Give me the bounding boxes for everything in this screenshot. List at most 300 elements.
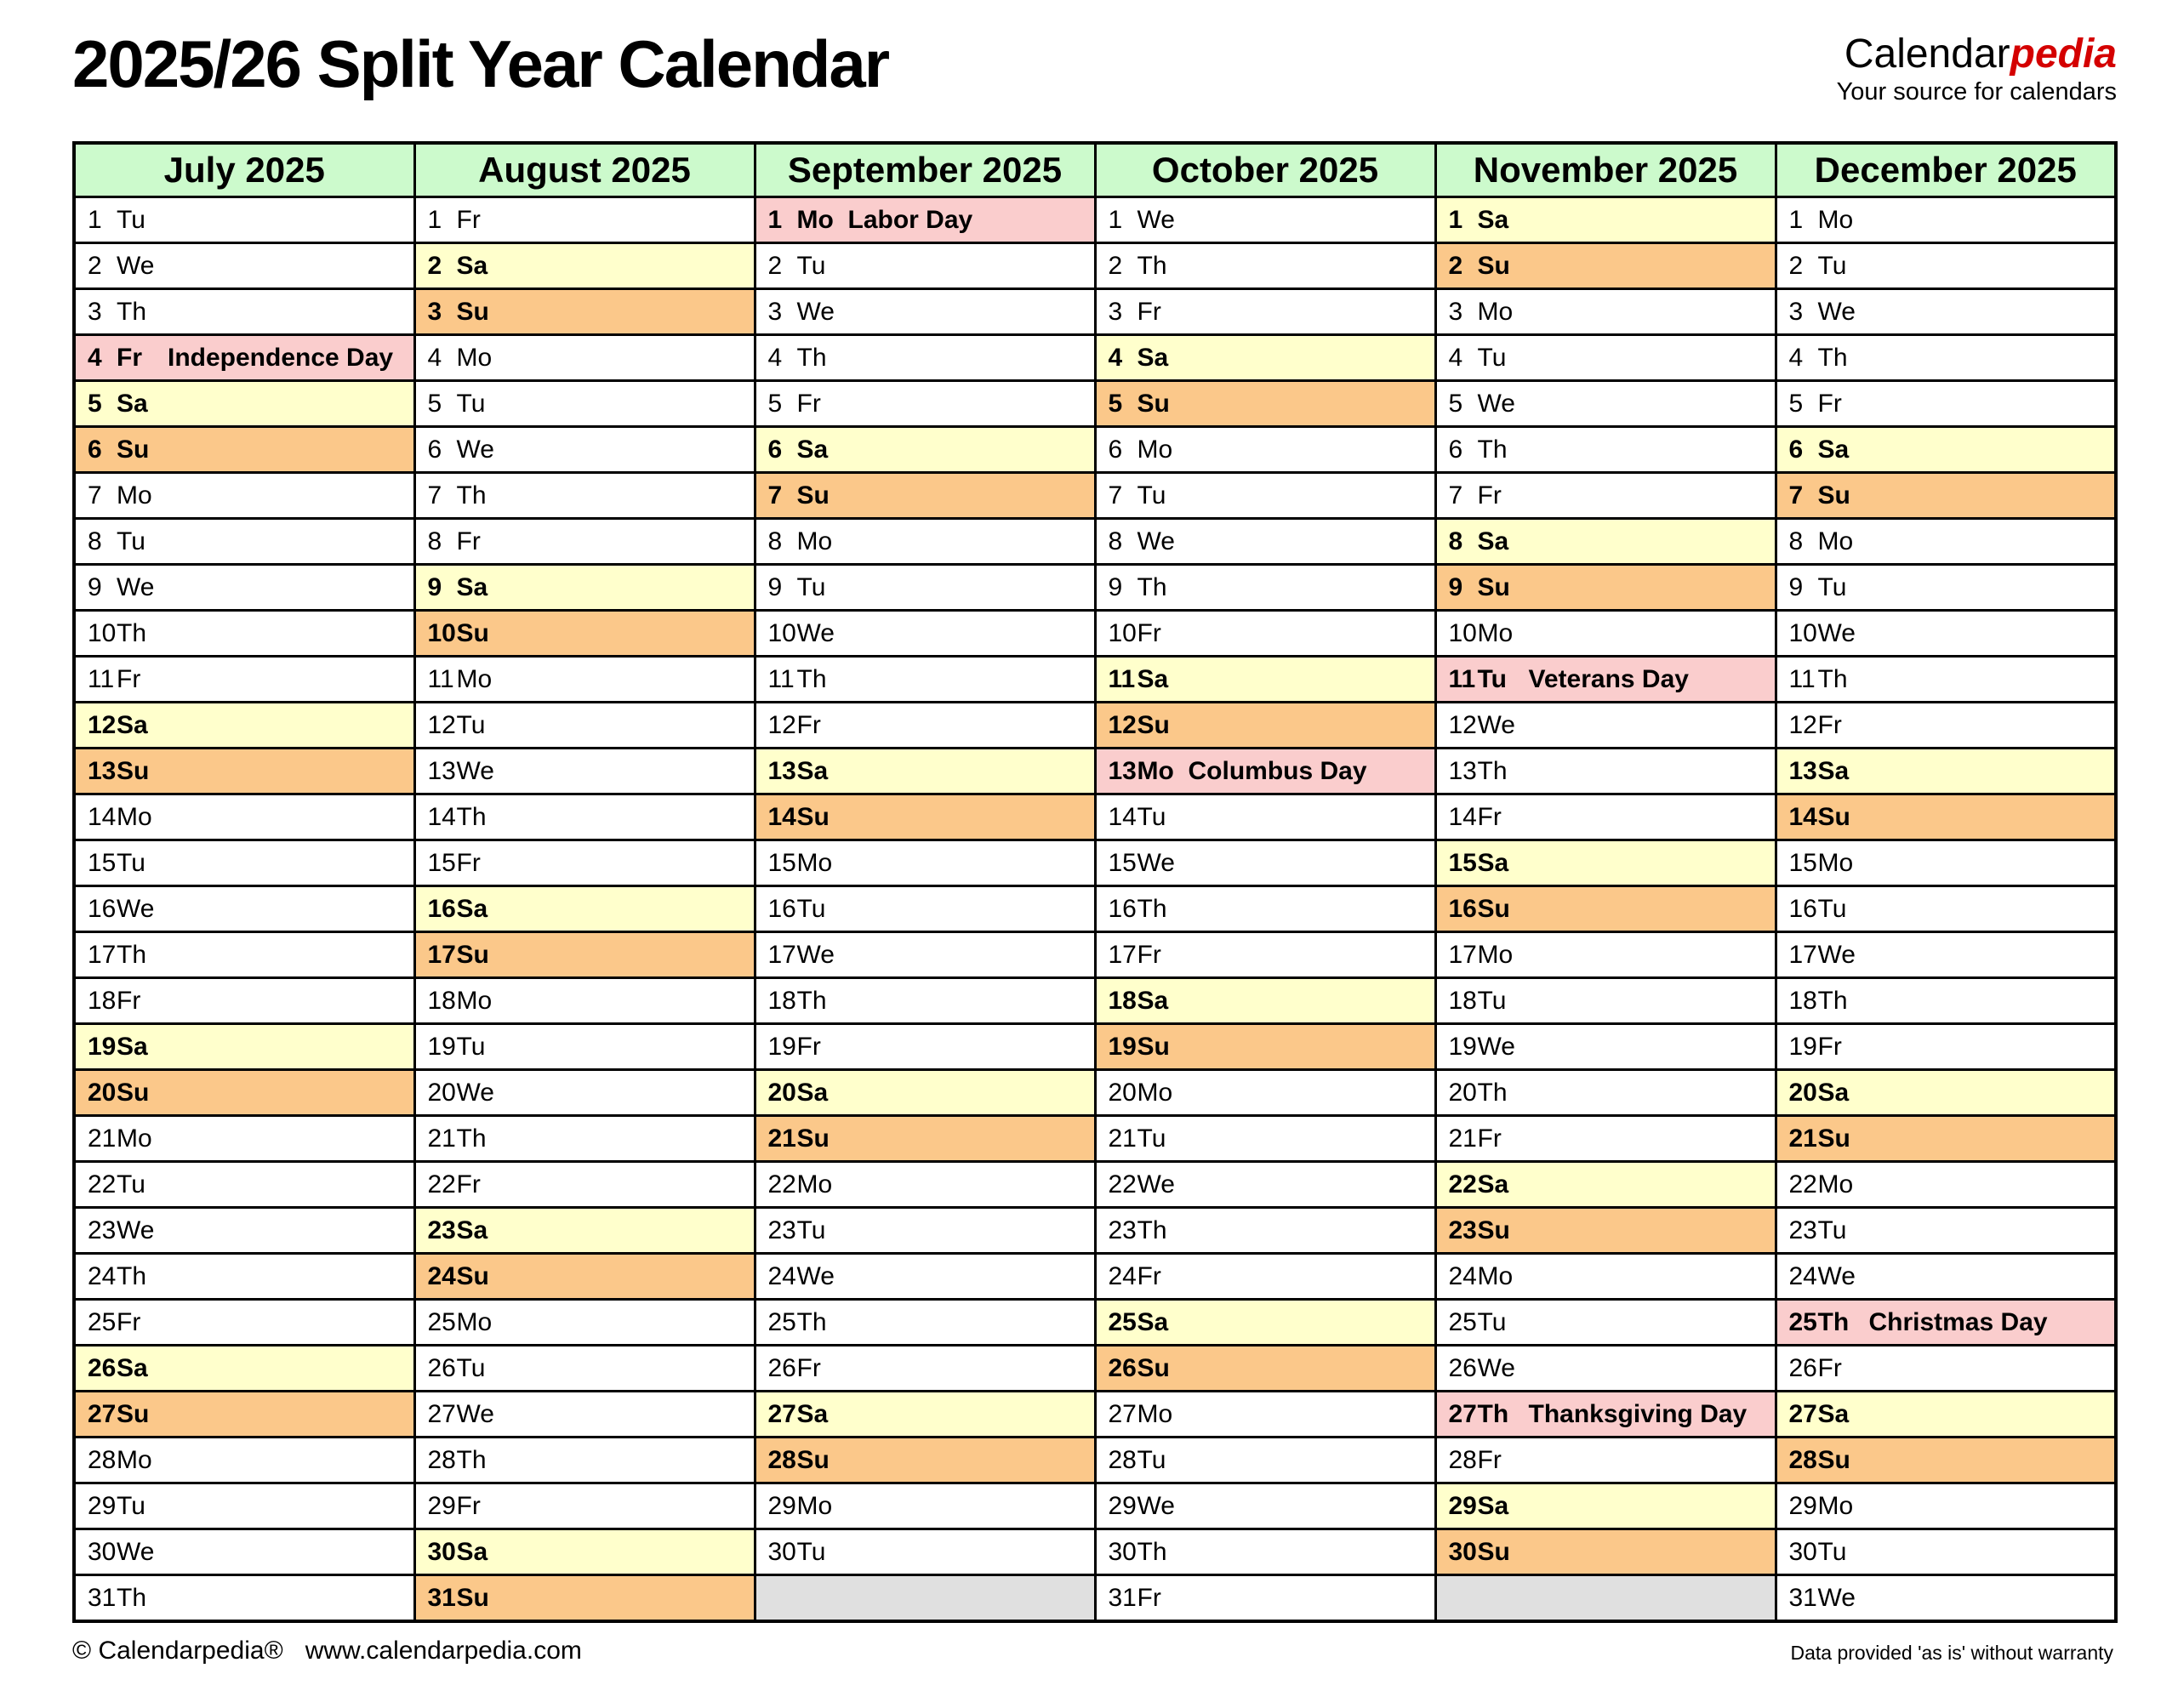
day-cell xyxy=(414,794,755,840)
weekday-label: We xyxy=(1137,205,1175,234)
day-number: 27 xyxy=(767,1399,796,1428)
weekday-label: Fr xyxy=(456,1170,481,1198)
day-cell xyxy=(1435,611,1776,657)
day-cell xyxy=(1776,381,2116,427)
weekday-label: Fr xyxy=(117,343,142,372)
day-number: 8 xyxy=(1448,527,1463,555)
day-cell xyxy=(1435,1116,1776,1162)
day-cell xyxy=(1095,611,1435,657)
weekday-label: Sa xyxy=(456,894,488,923)
weekday-label: Mo xyxy=(117,481,152,510)
day-cell xyxy=(755,1438,1095,1483)
weekday-label: Mo xyxy=(1817,1170,1854,1198)
day-cell xyxy=(414,1575,755,1622)
day-number: 15 xyxy=(1788,848,1817,877)
weekday-label: Tu xyxy=(117,848,145,877)
weekday-label: Mo xyxy=(1817,1491,1854,1520)
calendar-row xyxy=(74,1254,2116,1300)
weekday-label: Su xyxy=(456,1261,489,1290)
weekday-label: Su xyxy=(117,1399,150,1428)
holiday-label: Labor Day xyxy=(847,205,973,234)
day-cell xyxy=(755,565,1095,611)
weekday-label: Sa xyxy=(1477,848,1509,877)
weekday-label: Th xyxy=(1137,1216,1167,1244)
calendar-row xyxy=(74,886,2116,932)
weekday-label: We xyxy=(456,1078,494,1107)
day-number: 19 xyxy=(88,1032,117,1061)
calendar-row xyxy=(74,794,2116,840)
day-cell xyxy=(74,611,414,657)
day-cell xyxy=(74,1483,414,1529)
day-number: 25 xyxy=(88,1307,117,1336)
weekday-label: Su xyxy=(1477,572,1510,601)
weekday-label: Mo xyxy=(456,1307,493,1336)
weekday-label: Su xyxy=(1137,389,1170,418)
weekday-label: Fr xyxy=(796,1032,821,1061)
weekday-label: Th xyxy=(1477,756,1508,785)
day-cell xyxy=(1776,427,2116,473)
day-cell xyxy=(414,611,755,657)
day-number: 21 xyxy=(1788,1124,1817,1153)
day-cell xyxy=(414,1162,755,1208)
weekday-label: Su xyxy=(1477,894,1510,923)
day-number: 26 xyxy=(767,1353,796,1382)
month-header: December 2025 xyxy=(1776,143,2116,197)
day-number: 8 xyxy=(88,527,102,555)
day-cell xyxy=(1095,1162,1435,1208)
day-number: 31 xyxy=(1788,1583,1817,1612)
day-number: 23 xyxy=(427,1216,456,1244)
day-cell xyxy=(74,1438,414,1483)
day-cell xyxy=(1776,1254,2116,1300)
day-cell xyxy=(1776,1208,2116,1254)
day-cell xyxy=(1435,1438,1776,1483)
day-cell xyxy=(1435,1483,1776,1529)
day-number: 12 xyxy=(767,710,796,739)
day-number: 22 xyxy=(1108,1170,1137,1198)
weekday-label: Su xyxy=(1477,1537,1510,1566)
day-cell xyxy=(1095,840,1435,886)
weekday-label: Sa xyxy=(1137,1307,1169,1336)
day-cell xyxy=(414,243,755,289)
weekday-label: Su xyxy=(1477,1216,1510,1244)
weekday-label: Tu xyxy=(456,1032,486,1061)
weekday-label: We xyxy=(1817,1583,1856,1612)
day-number: 5 xyxy=(427,389,442,418)
weekday-label: Tu xyxy=(117,1491,145,1520)
day-cell xyxy=(1776,1438,2116,1483)
weekday-label: We xyxy=(1477,710,1515,739)
logo xyxy=(1836,31,2117,105)
weekday-label: Tu xyxy=(1817,572,1847,601)
month-header: August 2025 xyxy=(414,143,755,197)
day-cell xyxy=(1776,1529,2116,1575)
day-cell xyxy=(755,427,1095,473)
weekday-label: Th xyxy=(456,1445,487,1474)
day-cell xyxy=(1776,1024,2116,1070)
weekday-label: Fr xyxy=(1817,389,1842,418)
day-cell xyxy=(755,1254,1095,1300)
day-cell xyxy=(1435,932,1776,978)
day-number: 6 xyxy=(88,435,102,464)
weekday-label: Th xyxy=(1137,894,1167,923)
day-number: 25 xyxy=(427,1307,456,1336)
day-number: 14 xyxy=(88,802,117,831)
weekday-label: Mo xyxy=(456,986,493,1015)
day-number: 13 xyxy=(767,756,796,785)
day-number: 30 xyxy=(427,1537,456,1566)
calendar-row xyxy=(74,289,2116,335)
day-number: 15 xyxy=(1108,848,1137,877)
weekday-label: Th xyxy=(117,297,147,326)
weekday-label: Sa xyxy=(456,1537,488,1566)
day-cell xyxy=(74,381,414,427)
day-number: 26 xyxy=(427,1353,456,1382)
calendar-row xyxy=(74,473,2116,519)
weekday-label: Tu xyxy=(1817,251,1847,280)
day-number: 10 xyxy=(1448,618,1477,647)
day-number: 4 xyxy=(1788,343,1804,372)
day-number: 7 xyxy=(88,481,102,510)
day-number: 19 xyxy=(1108,1032,1137,1061)
day-number: 21 xyxy=(427,1124,456,1153)
weekday-label: Sa xyxy=(1817,435,1850,464)
calendar-row xyxy=(74,749,2116,794)
weekday-label: Fr xyxy=(456,1491,481,1520)
weekday-label: We xyxy=(1477,1353,1515,1382)
weekday-label: Th xyxy=(117,618,147,647)
empty-cell xyxy=(755,1575,1095,1622)
day-number: 20 xyxy=(427,1078,456,1107)
calendar-body xyxy=(74,197,2116,1622)
month-header: July 2025 xyxy=(74,143,414,197)
day-cell xyxy=(74,473,414,519)
day-number: 14 xyxy=(1108,802,1137,831)
day-number: 2 xyxy=(88,251,102,280)
footer-copyright: © Calendarpedia® xyxy=(72,1637,283,1665)
day-number: 28 xyxy=(88,1445,117,1474)
day-cell xyxy=(414,427,755,473)
day-cell xyxy=(755,1070,1095,1116)
weekday-label: Mo xyxy=(796,1491,833,1520)
day-number: 27 xyxy=(427,1399,456,1428)
day-cell xyxy=(74,1208,414,1254)
day-number: 26 xyxy=(1448,1353,1477,1382)
weekday-label: Sa xyxy=(796,1078,829,1107)
day-number: 16 xyxy=(1448,894,1477,923)
day-cell xyxy=(414,335,755,381)
day-cell xyxy=(74,335,414,381)
day-cell xyxy=(1776,611,2116,657)
weekday-label: We xyxy=(1137,527,1175,555)
day-number: 18 xyxy=(1108,986,1137,1015)
day-cell xyxy=(1095,1208,1435,1254)
weekday-label: Mo xyxy=(796,1170,833,1198)
day-cell xyxy=(74,1529,414,1575)
weekday-label: Su xyxy=(1137,1032,1170,1061)
weekday-label: We xyxy=(456,756,494,785)
weekday-label: Sa xyxy=(117,389,148,418)
day-number: 16 xyxy=(88,894,117,923)
weekday-label: Su xyxy=(796,802,830,831)
weekday-label: Sa xyxy=(117,1032,148,1061)
calendar-row xyxy=(74,657,2116,703)
day-number: 17 xyxy=(427,940,456,969)
day-number: 4 xyxy=(88,343,102,372)
day-number: 11 xyxy=(1448,664,1476,693)
day-number: 29 xyxy=(1108,1491,1137,1520)
day-number: 31 xyxy=(88,1583,117,1612)
weekday-label: We xyxy=(1477,1032,1515,1061)
weekday-label: Th xyxy=(1137,251,1167,280)
day-cell xyxy=(1095,565,1435,611)
weekday-label: Tu xyxy=(796,572,826,601)
weekday-label: Su xyxy=(1477,251,1510,280)
day-cell xyxy=(74,1346,414,1392)
day-number: 27 xyxy=(1108,1399,1137,1428)
day-number: 12 xyxy=(88,710,117,739)
day-number: 11 xyxy=(1108,664,1136,693)
weekday-label: Th xyxy=(796,343,827,372)
calendar-row xyxy=(74,932,2116,978)
day-cell xyxy=(1776,335,2116,381)
weekday-label: Su xyxy=(1817,1445,1850,1474)
day-cell xyxy=(1095,335,1435,381)
day-cell xyxy=(1095,794,1435,840)
day-number: 4 xyxy=(427,343,442,372)
day-cell xyxy=(1095,519,1435,565)
day-number: 13 xyxy=(88,756,117,785)
day-number: 13 xyxy=(1108,756,1137,785)
day-cell xyxy=(414,381,755,427)
page-title: 2025/26 Split Year Calendar xyxy=(72,26,889,101)
weekday-label: Th xyxy=(117,1261,147,1290)
day-number: 21 xyxy=(1108,1124,1137,1153)
weekday-label: Tu xyxy=(1817,1537,1847,1566)
day-number: 14 xyxy=(1448,802,1477,831)
calendar-row xyxy=(74,1024,2116,1070)
day-cell xyxy=(1776,289,2116,335)
weekday-label: Su xyxy=(1817,802,1850,831)
calendar-row xyxy=(74,427,2116,473)
weekday-label: Th xyxy=(796,986,827,1015)
day-number: 20 xyxy=(1108,1078,1137,1107)
day-cell xyxy=(755,1024,1095,1070)
day-number: 29 xyxy=(1448,1491,1477,1520)
footer-left xyxy=(72,1637,582,1665)
day-number: 1 xyxy=(1788,205,1804,234)
day-number: 21 xyxy=(88,1124,117,1153)
weekday-label: Th xyxy=(796,1307,827,1336)
day-number: 3 xyxy=(427,297,442,326)
day-number: 8 xyxy=(427,527,442,555)
day-number: 9 xyxy=(767,572,783,601)
calendar-row xyxy=(74,565,2116,611)
weekday-label: Fr xyxy=(1817,1032,1842,1061)
day-cell xyxy=(414,1438,755,1483)
day-number: 12 xyxy=(1448,710,1477,739)
day-number: 15 xyxy=(1448,848,1477,877)
day-cell xyxy=(414,749,755,794)
day-number: 9 xyxy=(427,572,442,601)
weekday-label: We xyxy=(117,894,155,923)
day-number: 5 xyxy=(767,389,783,418)
day-cell xyxy=(1435,1529,1776,1575)
weekday-label: Th xyxy=(1137,1537,1167,1566)
weekday-label: Mo xyxy=(456,343,493,372)
day-cell xyxy=(755,794,1095,840)
calendar-row xyxy=(74,335,2116,381)
day-cell xyxy=(1435,427,1776,473)
day-number: 30 xyxy=(1108,1537,1137,1566)
weekday-label: Sa xyxy=(1477,205,1509,234)
day-cell xyxy=(1095,749,1435,794)
day-cell xyxy=(755,840,1095,886)
day-cell xyxy=(1776,932,2116,978)
day-cell xyxy=(1095,1346,1435,1392)
day-cell xyxy=(1776,1575,2116,1622)
weekday-label: Su xyxy=(117,1078,150,1107)
day-cell xyxy=(414,932,755,978)
day-cell xyxy=(74,519,414,565)
weekday-label: Tu xyxy=(1477,1307,1507,1336)
empty-cell xyxy=(1435,1575,1776,1622)
weekday-label: Mo xyxy=(117,802,152,831)
weekday-label: Fr xyxy=(1137,1583,1161,1612)
day-number: 1 xyxy=(427,205,442,234)
day-number: 6 xyxy=(1448,435,1463,464)
day-number: 15 xyxy=(88,848,117,877)
day-number: 18 xyxy=(1448,986,1477,1015)
weekday-label: Fr xyxy=(117,1307,141,1336)
weekday-label: Tu xyxy=(1817,894,1847,923)
weekday-label: Th xyxy=(456,481,487,510)
day-cell xyxy=(755,1208,1095,1254)
day-number: 13 xyxy=(1448,756,1477,785)
day-number: 23 xyxy=(767,1216,796,1244)
weekday-label: Fr xyxy=(796,710,821,739)
day-cell xyxy=(414,1346,755,1392)
day-number: 20 xyxy=(1788,1078,1817,1107)
day-cell xyxy=(1776,1346,2116,1392)
day-cell xyxy=(1095,1438,1435,1483)
day-number: 8 xyxy=(767,527,783,555)
day-cell xyxy=(414,1392,755,1438)
day-cell xyxy=(1776,519,2116,565)
weekday-label: Fr xyxy=(1477,1445,1502,1474)
weekday-label: Fr xyxy=(456,205,481,234)
day-number: 7 xyxy=(1788,481,1804,510)
weekday-label: Mo xyxy=(796,527,833,555)
day-number: 6 xyxy=(427,435,442,464)
weekday-label: Tu xyxy=(456,389,486,418)
day-number: 7 xyxy=(427,481,442,510)
day-cell xyxy=(74,565,414,611)
day-number: 13 xyxy=(427,756,456,785)
day-number: 2 xyxy=(1788,251,1804,280)
logo-wordmark xyxy=(1837,31,2117,77)
weekday-label: Tu xyxy=(1137,1445,1166,1474)
day-cell xyxy=(74,703,414,749)
day-cell xyxy=(414,978,755,1024)
day-number: 19 xyxy=(767,1032,796,1061)
day-cell xyxy=(414,1208,755,1254)
footer-url[interactable]: www.calendarpedia.com xyxy=(305,1637,582,1665)
day-number: 10 xyxy=(88,618,117,647)
day-number: 24 xyxy=(427,1261,456,1290)
day-number: 9 xyxy=(1448,572,1463,601)
day-number: 2 xyxy=(1108,251,1123,280)
day-number: 28 xyxy=(1788,1445,1817,1474)
day-cell xyxy=(74,657,414,703)
day-number: 26 xyxy=(88,1353,117,1382)
weekday-label: Su xyxy=(796,481,830,510)
day-cell xyxy=(1776,840,2116,886)
day-cell xyxy=(755,749,1095,794)
day-number: 7 xyxy=(1448,481,1463,510)
day-number: 24 xyxy=(1448,1261,1477,1290)
weekday-label: Mo xyxy=(1137,1399,1173,1428)
calendar-row xyxy=(74,1070,2116,1116)
month-header: October 2025 xyxy=(1095,143,1435,197)
day-cell xyxy=(1095,1483,1435,1529)
day-cell xyxy=(74,1070,414,1116)
day-number: 23 xyxy=(1108,1216,1137,1244)
weekday-label: We xyxy=(796,297,835,326)
day-cell xyxy=(1095,1300,1435,1346)
weekday-label: Sa xyxy=(1137,986,1169,1015)
day-cell xyxy=(1435,840,1776,886)
day-number: 10 xyxy=(767,618,796,647)
weekday-label: Sa xyxy=(796,1399,829,1428)
day-cell xyxy=(74,1116,414,1162)
weekday-label: Fr xyxy=(456,527,481,555)
day-number: 30 xyxy=(88,1537,117,1566)
day-cell xyxy=(755,1162,1095,1208)
day-number: 21 xyxy=(1448,1124,1477,1153)
day-number: 30 xyxy=(767,1537,796,1566)
weekday-label: Sa xyxy=(1817,756,1850,785)
calendar-row xyxy=(74,1483,2116,1529)
calendar-row xyxy=(74,1116,2116,1162)
weekday-label: Su xyxy=(456,940,489,969)
day-number: 7 xyxy=(1108,481,1123,510)
weekday-label: Fr xyxy=(1137,940,1161,969)
day-cell xyxy=(1095,886,1435,932)
weekday-label: We xyxy=(117,572,155,601)
day-number: 19 xyxy=(427,1032,456,1061)
day-cell xyxy=(414,197,755,243)
weekday-label: Tu xyxy=(117,1170,145,1198)
holiday-label: Veterans Day xyxy=(1528,664,1689,693)
day-cell xyxy=(755,381,1095,427)
day-cell xyxy=(755,197,1095,243)
weekday-label: We xyxy=(117,1216,155,1244)
day-number: 23 xyxy=(88,1216,117,1244)
weekday-label: Su xyxy=(796,1124,830,1153)
day-number: 19 xyxy=(1448,1032,1477,1061)
day-cell xyxy=(1435,243,1776,289)
day-number: 3 xyxy=(88,297,102,326)
weekday-label: Fr xyxy=(1477,481,1502,510)
weekday-label: Tu xyxy=(456,1353,486,1382)
weekday-label: Mo xyxy=(796,848,833,877)
day-number: 29 xyxy=(427,1491,456,1520)
weekday-label: Sa xyxy=(456,251,488,280)
day-cell xyxy=(1435,1208,1776,1254)
day-number: 24 xyxy=(1788,1261,1817,1290)
day-cell xyxy=(74,886,414,932)
